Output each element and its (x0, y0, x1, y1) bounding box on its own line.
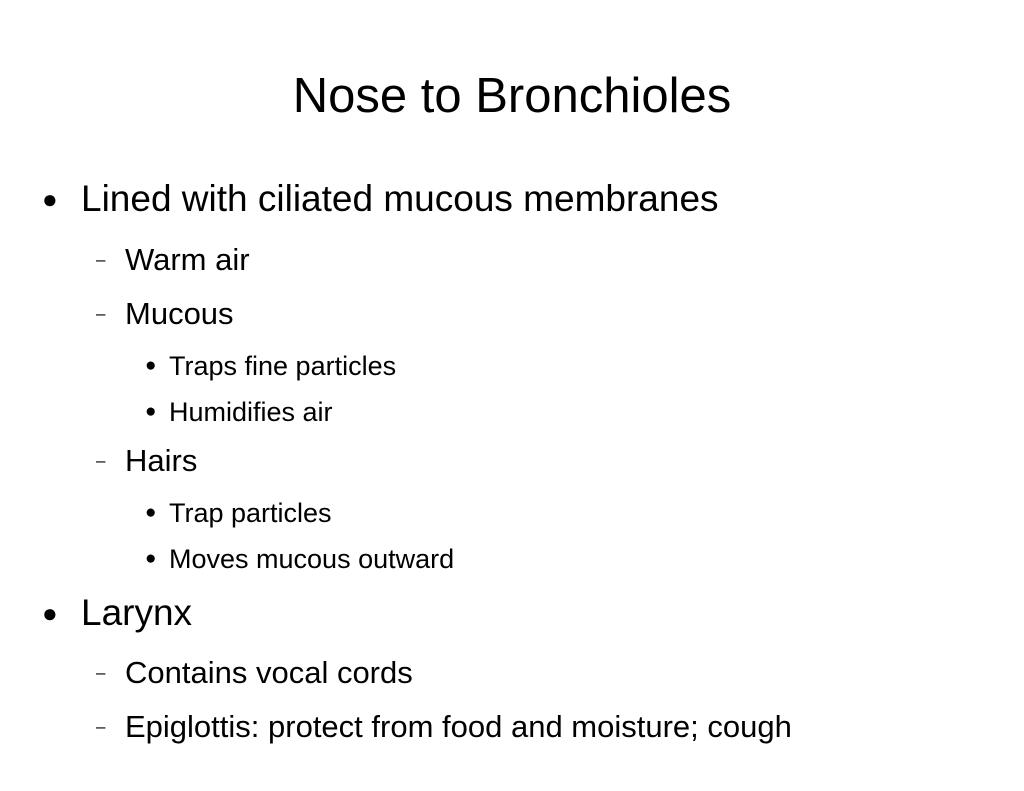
bullet-dash-icon: – (96, 663, 106, 682)
bullet-dot-icon: ● (145, 401, 157, 422)
bullet-dash-icon: – (96, 304, 106, 323)
bullet-item-level2: Warm air (125, 242, 250, 277)
bullet-dash-icon: – (96, 250, 106, 269)
bullet-dot-icon: ● (145, 548, 157, 569)
bullet-item-level1: Larynx (81, 592, 193, 633)
bullet-item-level3: Humidifies air (169, 397, 333, 427)
bullet-dash-icon: – (96, 717, 106, 736)
bullet-dot-icon: ● (145, 502, 157, 523)
bullet-item-level2: Hairs (125, 443, 198, 478)
bullet-dot-icon: ● (145, 355, 157, 376)
bullet-item-level2: Contains vocal cords (125, 655, 413, 690)
bullet-item-level2: Epiglottis: protect from food and moisture; cough (125, 709, 792, 744)
bullet-item-level1: Lined with ciliated mucous membranes (81, 178, 719, 219)
bullet-dot-icon: ● (42, 184, 58, 214)
bullet-item-level3: Moves mucous outward (169, 544, 455, 574)
bullet-item-level3: Trap particles (169, 498, 332, 528)
bullet-item-level3: Traps fine particles (169, 351, 397, 381)
bullet-item-level2: Mucous (125, 296, 234, 331)
bullet-dash-icon: – (96, 451, 106, 470)
slide-title: Nose to Bronchioles (292, 69, 732, 123)
bullet-dot-icon: ● (42, 598, 58, 628)
